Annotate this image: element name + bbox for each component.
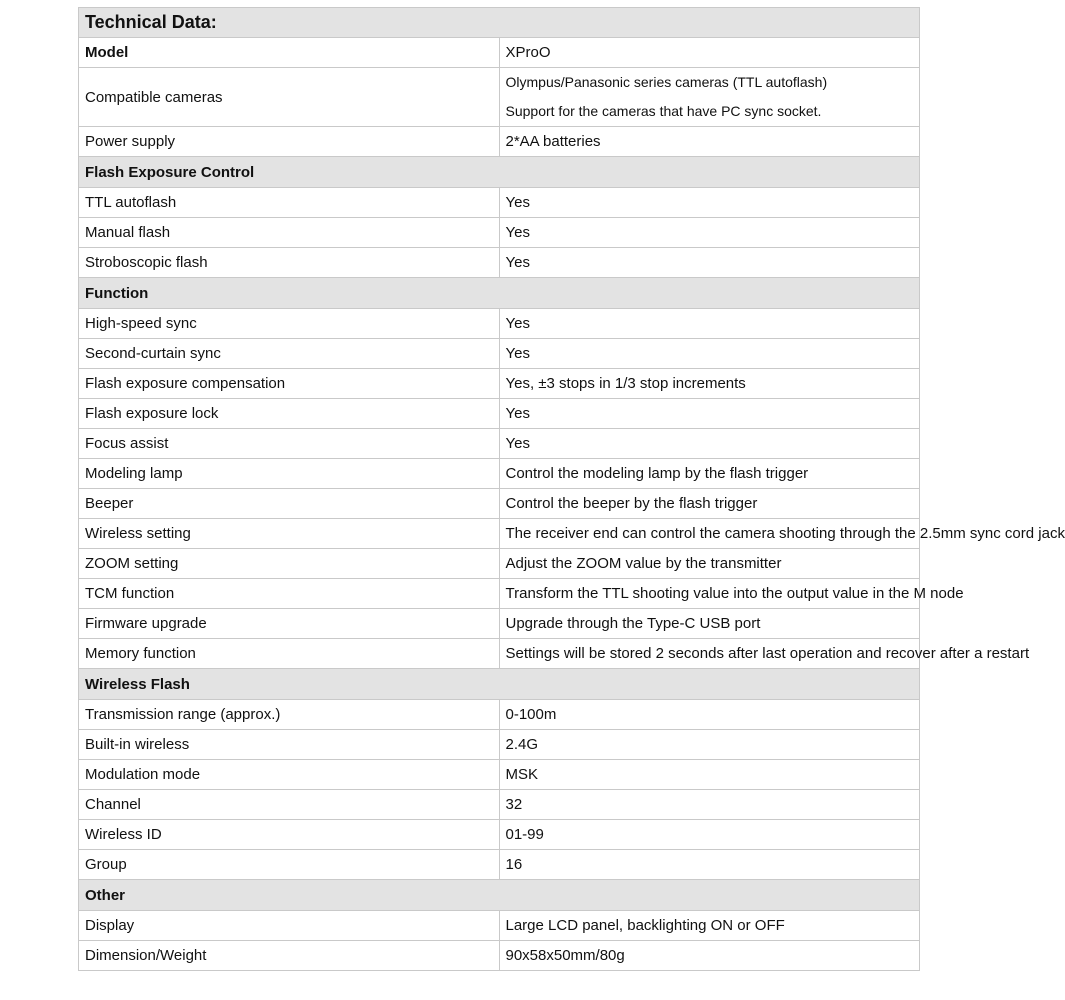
spec-value: 16 [499, 850, 920, 880]
spec-label: Firmware upgrade [79, 609, 500, 639]
spec-label: Flash exposure compensation [79, 369, 500, 399]
section-heading: Other [79, 880, 920, 911]
spec-value: Adjust the ZOOM value by the transmitter [499, 549, 920, 579]
spec-value: Yes, ±3 stops in 1/3 stop increments [499, 369, 920, 399]
spec-value: Yes [499, 188, 920, 218]
spec-value-line: Olympus/Panasonic series cameras (TTL autoflash) [505, 74, 828, 90]
table-row [79, 459, 920, 489]
spec-label: ZOOM setting [79, 549, 500, 579]
table-row [79, 549, 920, 579]
spec-value: XProO [499, 38, 920, 68]
spec-label: Focus assist [79, 429, 500, 459]
spec-label: Power supply [79, 127, 500, 157]
table-body [79, 8, 1065, 971]
spec-value: Yes [499, 339, 920, 369]
spec-value [499, 68, 920, 127]
table-row [79, 339, 920, 369]
spec-value: Control the beeper by the flash trigger [499, 489, 920, 519]
spec-label: Manual flash [79, 218, 500, 248]
spec-label: Wireless ID [79, 820, 500, 850]
table-row [79, 188, 920, 218]
table-row [79, 399, 920, 429]
spec-label: Compatible cameras [79, 68, 500, 127]
table-row [79, 579, 920, 609]
table-row [79, 760, 920, 790]
spec-label: High-speed sync [79, 309, 500, 339]
spec-value: 0-100m [499, 700, 920, 730]
table-row [79, 639, 920, 669]
spec-value: MSK [499, 760, 920, 790]
spec-label: Display [79, 911, 500, 941]
spec-value: Large LCD panel, backlighting ON or OFF [499, 911, 920, 941]
spec-value: 32 [499, 790, 920, 820]
spec-label: Modeling lamp [79, 459, 500, 489]
table-row [79, 730, 920, 760]
spec-value: Control the modeling lamp by the flash trigger [499, 459, 920, 489]
spec-value: 90x58x50mm/80g [499, 941, 920, 971]
spec-label: TTL autoflash [79, 188, 500, 218]
section-heading: Flash Exposure Control [79, 157, 920, 188]
table-row [79, 38, 920, 68]
spec-value: Yes [499, 248, 920, 278]
spec-value: Yes [499, 429, 920, 459]
table-row [79, 700, 920, 730]
table-row [79, 248, 920, 278]
table-row [79, 941, 920, 971]
section-header-wireless-flash [79, 669, 920, 700]
spec-label: Beeper [79, 489, 500, 519]
section-header-other [79, 880, 920, 911]
table-row [79, 489, 920, 519]
table-title: Technical Data: [79, 8, 920, 38]
section-heading: Wireless Flash [79, 669, 920, 700]
spec-label: Stroboscopic flash [79, 248, 500, 278]
spec-value: Yes [499, 309, 920, 339]
spec-value: Transform the TTL shooting value into the output value in the M node [499, 579, 920, 609]
spec-label: Memory function [79, 639, 500, 669]
section-header-flash-exposure-control [79, 157, 920, 188]
table-row [79, 369, 920, 399]
spec-label: Dimension/Weight [79, 941, 500, 971]
spec-value: 2.4G [499, 730, 920, 760]
spec-label: Transmission range (approx.) [79, 700, 500, 730]
spec-value-line: Support for the cameras that have PC sync socket. [505, 103, 822, 119]
table-row [79, 850, 920, 880]
spec-label: Built-in wireless [79, 730, 500, 760]
spec-label: Model [79, 38, 500, 68]
spec-value: The receiver end can control the camera shooting through the 2.5mm sync cord jack [499, 519, 920, 549]
table-row [79, 218, 920, 248]
table-row [79, 820, 920, 850]
table-row [79, 309, 920, 339]
table-row [79, 127, 920, 157]
spec-value: Upgrade through the Type-C USB port [499, 609, 920, 639]
spec-value: Yes [499, 399, 920, 429]
table-row [79, 519, 920, 549]
spec-label: Group [79, 850, 500, 880]
spec-label: TCM function [79, 579, 500, 609]
section-header-function [79, 278, 920, 309]
spec-value: 01-99 [499, 820, 920, 850]
title-row [79, 8, 920, 38]
spec-value: 2*AA batteries [499, 127, 920, 157]
table-row [79, 609, 920, 639]
spec-label: Second-curtain sync [79, 339, 500, 369]
table-row [79, 911, 920, 941]
section-heading: Function [79, 278, 920, 309]
table-row [79, 429, 920, 459]
table-row [79, 790, 920, 820]
technical-data-table [78, 7, 1065, 971]
spec-value: Settings will be stored 2 seconds after last operation and recover after a restart [499, 639, 920, 669]
spec-value: Yes [499, 218, 920, 248]
spec-label: Flash exposure lock [79, 399, 500, 429]
spec-label: Wireless setting [79, 519, 500, 549]
spec-label: Modulation mode [79, 760, 500, 790]
spec-label: Channel [79, 790, 500, 820]
table-row [79, 68, 920, 127]
